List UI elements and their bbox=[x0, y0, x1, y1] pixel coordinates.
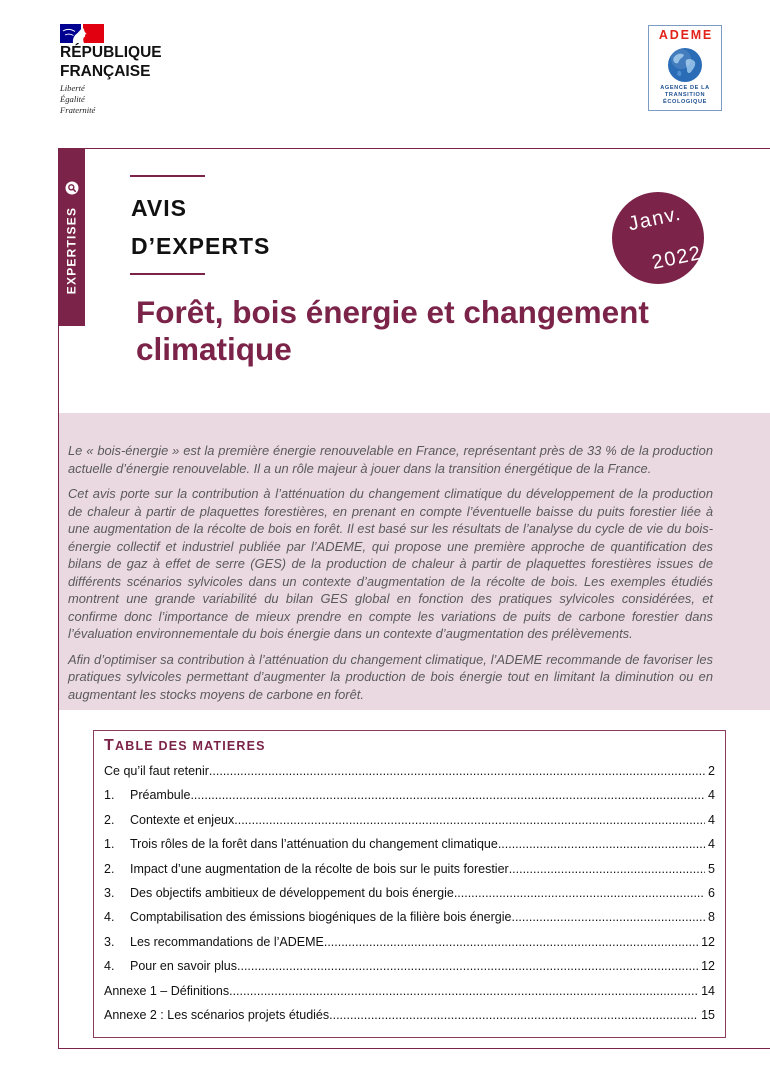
toc-entry-label: Comptabilisation des émissions biogéniques de la filière bois énergie bbox=[130, 910, 512, 925]
ademe-tagline bbox=[649, 85, 721, 106]
toc-entry-page: 15 bbox=[701, 1007, 715, 1022]
heading-rule-top bbox=[130, 175, 205, 177]
kicker-experts: D’EXPERTS bbox=[131, 233, 271, 259]
toc-leader bbox=[209, 759, 705, 783]
motto-egalite: Égalité bbox=[60, 94, 85, 104]
toc-leader bbox=[229, 979, 698, 1003]
toc-entry-label: Ce qu’il faut retenir bbox=[104, 764, 209, 778]
toc-leader bbox=[454, 881, 705, 905]
toc-list bbox=[104, 759, 715, 1027]
toc-leader bbox=[324, 930, 698, 954]
toc-entry-page: 14 bbox=[701, 983, 715, 998]
toc-leader bbox=[498, 832, 705, 856]
toc-entry-page: 5 bbox=[708, 861, 715, 876]
toc-entry[interactable] bbox=[104, 881, 715, 905]
toc-entry[interactable] bbox=[104, 857, 715, 881]
toc-entry-label: Annexe 1 – Définitions bbox=[104, 983, 230, 998]
summary-paragraph: Le « bois-énergie » est la première énergie renouvelable en France, représentant près de 33 % de la production actuelle d’énergie renouvelable. Il a un rôle majeur à jouer dans la transition énergétique de la France. bbox=[68, 443, 713, 476]
toc-leader bbox=[190, 783, 705, 807]
toc-leader bbox=[511, 905, 705, 929]
toc-entry-page: 4 bbox=[708, 788, 715, 803]
francaise-label: FRANÇAISE bbox=[60, 63, 151, 80]
table-of-contents bbox=[93, 730, 726, 1038]
toc-entry-label: Trois rôles de la forêt dans l’atténuation du changement climatique bbox=[130, 837, 498, 852]
ademe-name: ADEME bbox=[658, 27, 714, 42]
document-title: Forêt, bois énergie et changement climatique bbox=[136, 294, 649, 367]
heading-rule-bottom bbox=[130, 273, 205, 275]
toc-entry[interactable] bbox=[104, 905, 715, 929]
summary-paragraph: Cet avis porte sur la contribution à l’atténuation du changement climatique du développement de la production de chaleur à partir de plaquettes forestières, en prenant en compte l’éventuelle baisse du puits forestier liée à une augmentation de la récolte de bois en forêt. Il est basé sur les résultats de l’analyse du cycle de vie du bois-énergie collectif et industriel publiée par l’ADEME, qui propose une première approche de quantification des bilans de gaz à effet de serre (GES) de la production de chaleur à partir de plaquettes forestières issues de différents scénarios sylvicoles dans un contexte d’augmentation de la récolte de bois. Les exemples étudiés montrent une grande variabilité du bilan GES global en fonction des pratiques sylvicoles considérées, et confirme donc l’importance de mieux prendre en compte les variations de puits de carbone forestier dans l’évaluation environnementale du bois énergie dans un contexte d’augmentation des prélèvements. bbox=[68, 486, 713, 641]
toc-entry[interactable] bbox=[104, 759, 715, 783]
summary-band bbox=[58, 413, 770, 710]
toc-entry[interactable] bbox=[104, 1003, 715, 1027]
toc-entry-label: Annexe 2 : Les scénarios projets étudiés bbox=[104, 1007, 330, 1022]
toc-leader bbox=[509, 857, 705, 881]
toc-entry-label: Les recommandations de l’ADEME bbox=[130, 934, 324, 949]
toc-entry-label: Préambule bbox=[130, 788, 191, 803]
toc-entry[interactable] bbox=[104, 930, 715, 954]
toc-entry-page: 4 bbox=[708, 812, 715, 827]
motto-liberte: Liberté bbox=[60, 83, 85, 93]
ademe-tagline-line: AGENCE DE LA bbox=[660, 85, 710, 91]
toc-entry-page: 6 bbox=[708, 885, 715, 900]
toc-entry-number: 1. bbox=[104, 837, 115, 852]
toc-entry-page: 8 bbox=[708, 910, 715, 925]
ademe-tagline-line: ÉCOLOGIQUE bbox=[663, 99, 707, 105]
toc-entry-page: 4 bbox=[708, 837, 715, 852]
ademe-tagline-line: TRANSITION bbox=[664, 92, 706, 98]
toc-entry-page: 12 bbox=[701, 934, 715, 949]
republique-label: RÉPUBLIQUE bbox=[60, 44, 162, 61]
toc-entry[interactable] bbox=[104, 979, 715, 1003]
toc-entry-page: 2 bbox=[708, 764, 715, 778]
toc-entry[interactable] bbox=[104, 954, 715, 978]
search-icon bbox=[65, 181, 79, 195]
marianne-logo bbox=[60, 24, 104, 43]
republic-motto bbox=[60, 83, 95, 116]
kicker-avis: AVIS bbox=[131, 195, 187, 221]
toc-entry-number: 1. bbox=[104, 788, 115, 803]
toc-entry-label: Contexte et enjeux bbox=[130, 812, 235, 827]
toc-title: TABLE DES MATIERES bbox=[104, 737, 266, 754]
toc-entry[interactable] bbox=[104, 783, 715, 807]
section-tab-label: EXPERTISES bbox=[64, 206, 79, 294]
toc-entry-number: 2. bbox=[104, 812, 115, 827]
toc-entry-label: Des objectifs ambitieux de développement du bois énergie bbox=[130, 885, 454, 900]
ademe-logo bbox=[648, 25, 722, 111]
toc-entry-page: 12 bbox=[701, 959, 715, 974]
date-year: 2022 bbox=[650, 241, 704, 275]
toc-entry-number: 3. bbox=[104, 934, 115, 949]
toc-leader bbox=[237, 954, 698, 978]
date-month: Janv. bbox=[626, 202, 684, 236]
toc-entry[interactable] bbox=[104, 808, 715, 832]
toc-entry-label: Pour en savoir plus bbox=[130, 959, 238, 974]
toc-leader bbox=[329, 1003, 698, 1027]
summary-paragraph: Afin d’optimiser sa contribution à l’atténuation du changement climatique, l’ADEME recommande de favoriser les pratiques sylvicoles permettant d’augmenter la production de bois énergie tout en limitant la diminution ou en augmentant les stocks moyens de carbone en forêt. bbox=[68, 651, 713, 702]
globe-icon bbox=[667, 47, 703, 83]
toc-entry-number: 4. bbox=[104, 959, 115, 974]
toc-entry-number: 3. bbox=[104, 885, 115, 900]
toc-entry-number: 2. bbox=[104, 861, 115, 876]
motto-fraternite: Fraternité bbox=[60, 105, 96, 115]
toc-entry[interactable] bbox=[104, 832, 715, 856]
toc-leader bbox=[234, 808, 705, 832]
toc-entry-label: Impact d’une augmentation de la récolte de bois sur le puits forestier bbox=[130, 861, 509, 876]
toc-entry-number: 4. bbox=[104, 910, 115, 925]
